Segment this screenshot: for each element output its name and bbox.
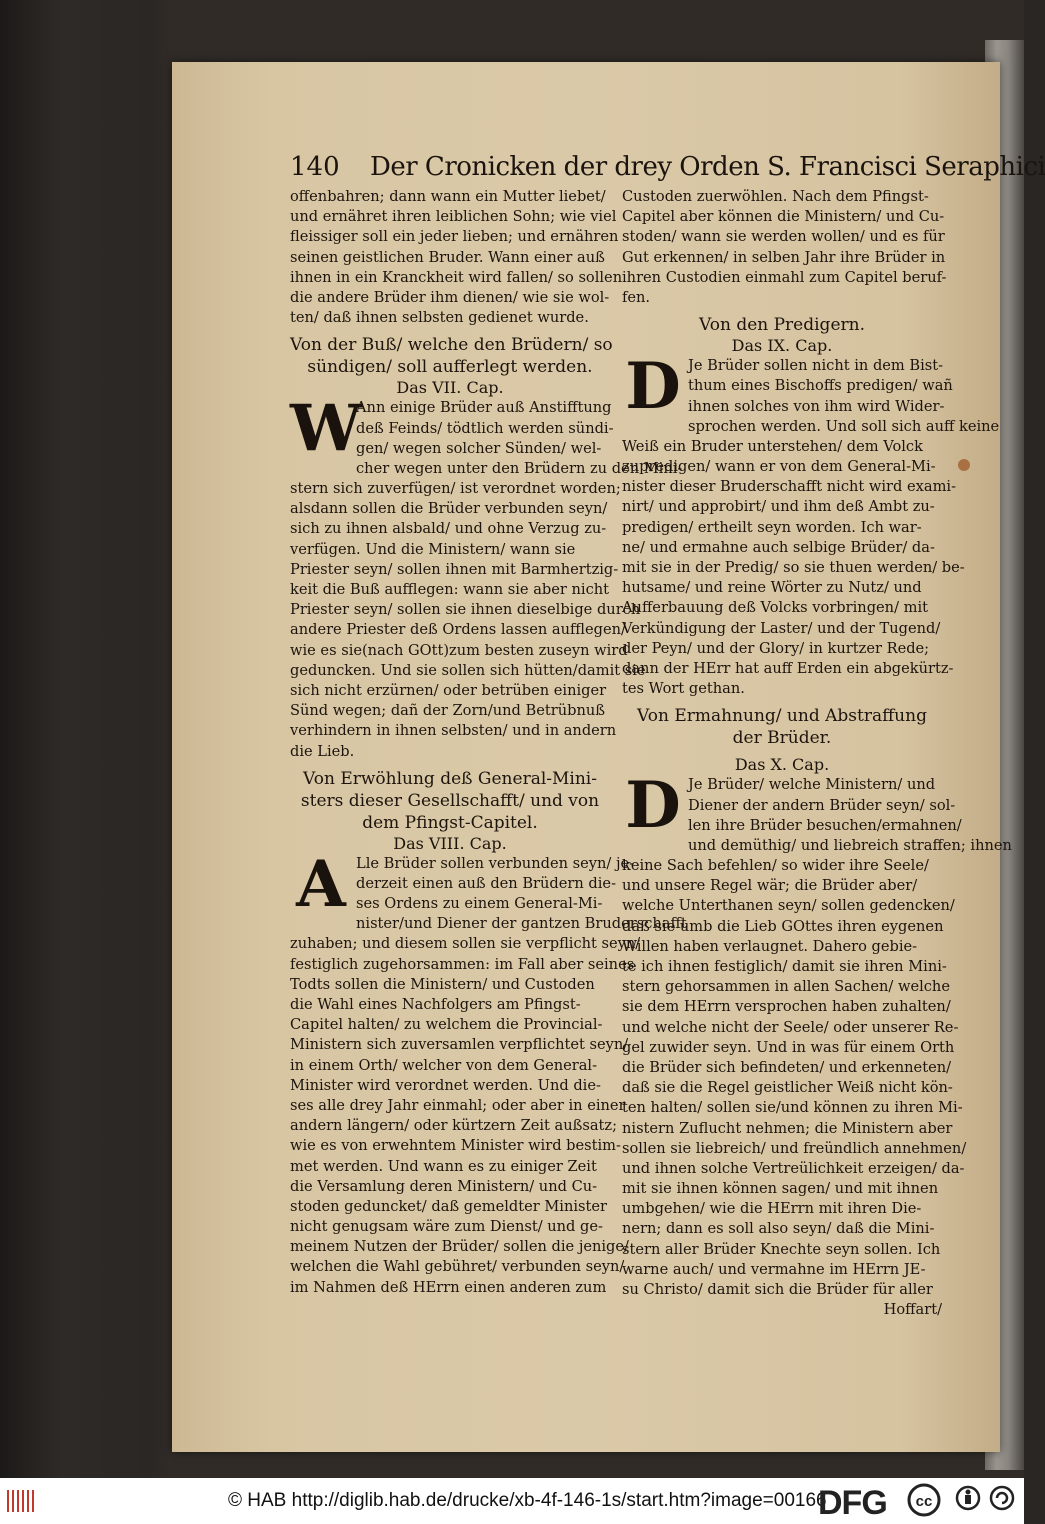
section-heading: Von den Predigern.	[699, 315, 865, 336]
text-line: ses Ordens zu einem General-Mi-	[356, 895, 603, 913]
text-line: gel zuwider seyn. Und in was für einem Orth	[622, 1038, 955, 1056]
text-line: verhindern in ihnen selbsten/ und in andern	[290, 722, 617, 740]
right-column	[622, 187, 1012, 1320]
text-line: Je Brüder sollen nicht in dem Bist-	[688, 357, 944, 375]
text-line: Ministern sich zuversamlen verpflichtet seyn/	[290, 1036, 629, 1054]
text-line: Diener der andern Brüder seyn/ sol-	[688, 796, 956, 814]
text-line: daß sie umb die Lieb GOttes ihren eygenen	[622, 917, 944, 935]
text-line: im Nahmen deß HErrn einen anderen zum	[290, 1278, 607, 1296]
text-line: die Versamlung deren Ministern/ und Cu-	[290, 1177, 598, 1195]
text-line: gen/ wegen solcher Sünden/ wel-	[356, 439, 602, 457]
drop-cap: D	[625, 349, 681, 425]
text-line: und ernähret ihren leiblichen Sohn; wie viel	[290, 208, 617, 226]
text-line: cher wegen unter den Brüdern zu den Mini-	[356, 459, 683, 477]
text-line: geduncken. Und sie sollen sich hütten/damit sie	[290, 661, 646, 679]
text-line: stoden/ wann sie werden wollen/ und es für	[622, 228, 945, 246]
section-heading: Von Erwöhlung deß General-Mini-	[303, 768, 597, 789]
text-line: offenbahren; dann wann ein Mutter liebet/	[290, 188, 606, 205]
text-line: keine Sach befehlen/ so wider ihre Seele/	[622, 857, 929, 875]
text-line: keit die Buß aufflegen: wann sie aber nicht	[290, 581, 610, 598]
text-line: ses alle drey Jahr einmahl; oder aber in einer	[290, 1096, 626, 1114]
dfg-logo: DFG	[818, 1484, 887, 1522]
text-line: fen.	[622, 288, 651, 306]
text-line: wie es von erwehntem Minister wird bestim-	[290, 1137, 621, 1155]
text-line: met werden. Und wann es zu einiger Zeit	[290, 1157, 597, 1175]
text-line: Ann einige Brüder auß Anstifftung	[356, 399, 612, 417]
running-title: Der Cronicken der drey Orden S. Francisci Seraphici	[370, 152, 1045, 182]
section-heading: Von der Buß/ welche den Brüdern/ so	[290, 335, 613, 356]
text-line: daß sie die Regel geistlicher Weiß nicht kön-	[622, 1079, 953, 1097]
text-line: su Christo/ damit sich die Brüder für aller	[622, 1281, 933, 1298]
text-line: Lle Brüder sollen verbunden seyn/ je-	[356, 854, 635, 872]
text-line: ihnen in ein Kranckheit wird fallen/ so sollen	[290, 268, 623, 286]
section-heading: sters dieser Gesellschafft/ und von	[300, 790, 600, 811]
text-line: mit sie ihnen können sagen/ und mit ihnen	[622, 1180, 939, 1198]
section-heading: sündigen/ soll aufferlegt werden.	[307, 357, 593, 378]
text-line: alsdann sollen die Brüder verbunden seyn/	[290, 500, 608, 518]
text-line: die Brüder sich befindeten/ und erkenneten/	[622, 1058, 952, 1076]
page-header	[290, 152, 1045, 188]
source-link[interactable]: © HAB http://diglib.hab.de/drucke/xb-4f-146-1s/start.htm?image=00166	[228, 1490, 827, 1511]
catchword: Hoffart/	[883, 1301, 942, 1319]
text-line: warne auch/ und vermahne im HErrn JE-	[622, 1260, 926, 1278]
chapter-label: Das IX. Cap.	[731, 336, 833, 356]
text-line: welchen die Wahl gebühret/ verbunden seyn/	[290, 1258, 625, 1276]
text-line: wie es sie(nach GOtt)zum besten zuseyn wird	[290, 641, 628, 659]
viewer-footer	[0, 1478, 1024, 1524]
text-line: te ich ihnen festiglich/ damit sie ihren Mini-	[622, 958, 947, 975]
text-line: andern längern/ oder kürtzern Zeit außsatz;	[290, 1117, 618, 1135]
text-line: deß Feinds/ tödtlich werden sündi-	[356, 419, 614, 437]
text-line: Priester seyn/ sollen ihnen mit Barmhertzig-	[290, 560, 619, 578]
chapter-label: Das VII. Cap.	[396, 378, 504, 398]
text-line: Priester seyn/ sollen sie ihnen dieselbige durch	[290, 601, 641, 619]
text-line: Weiß ein Bruder unterstehen/ dem Volck	[622, 437, 923, 455]
drop-cap: W	[290, 391, 362, 467]
text-line: und unsere Regel wär; die Brüder aber/	[622, 877, 918, 895]
text-line: predigen/ ertheilt seyn worden. Ich war-	[622, 518, 922, 536]
text-line: Minister wird verordnet werden. Und die-	[290, 1076, 601, 1094]
text-line: Sünd wegen; dañ der Zorn/und Betrübnuß	[290, 702, 605, 720]
text-line: ihnen solches von ihm wird Wider-	[688, 397, 945, 415]
text-line: zupredigen/ wann er von dem General-Mi-	[622, 458, 936, 476]
text-line: stern aller Brüder Knechte seyn sollen. Ich	[622, 1240, 941, 1258]
drop-cap: A	[296, 846, 346, 922]
section-heading: Von Ermahnung/ und Abstraffung	[637, 706, 927, 727]
text-line: Custoden zuerwöhlen. Nach dem Pfingst-	[622, 188, 929, 205]
text-line: stern gehorsammen in allen Sachen/ welche	[622, 978, 950, 996]
text-line: Capitel halten/ zu welchem die Provincial-	[290, 1016, 603, 1034]
text-line: in einem Orth/ welcher von dem General-	[290, 1056, 598, 1074]
text-line: festiglich zugehorsammen: im Fall aber seines	[290, 955, 635, 973]
text-line: Todts sollen die Ministern/ und Custoden	[290, 975, 595, 993]
text-line: dann der HErr hat auff Erden ein abgekürtz-	[622, 659, 954, 677]
text-line: fleissiger soll ein jeder lieben; und ernähren	[290, 228, 619, 246]
text-line: ne/ und ermahne auch selbige Brüder/ da-	[622, 538, 935, 556]
text-line: ten halten/ sollen sie/und können zu ihren Mi-	[622, 1099, 963, 1117]
text-line: nirt/ und approbirt/ und ihm deß Ambt zu-	[622, 498, 935, 516]
intro-paragraph	[290, 187, 623, 328]
text-line: die Wahl eines Nachfolgers am Pfingst-	[290, 996, 581, 1013]
text-line: sich zu ihnen alsbald/ und ohne Verzug zu-	[290, 520, 607, 538]
text-line: die Lieb.	[290, 742, 355, 760]
drop-cap: D	[625, 768, 681, 844]
text-line: welche Unterthanen seyn/ sollen gedencken/	[622, 897, 955, 915]
text-line: verfügen. Und die Ministern/ wann sie	[290, 540, 576, 558]
text-line: sprochen werden. Und soll sich auff keine	[688, 417, 1000, 435]
text-line: die andere Brüder ihm dienen/ wie sie wol-	[290, 288, 610, 306]
text-line: sie dem HErrn versprochen haben zuhalten/	[622, 998, 951, 1016]
text-line: ihren Custodien einmahl zum Capitel beruf-	[622, 268, 947, 286]
text-line: nistern Zuflucht nehmen; die Ministern aber	[622, 1119, 953, 1137]
text-line: umbgehen/ wie die HErrn mit ihren Die-	[622, 1200, 922, 1218]
chapter-label: Das X. Cap.	[734, 755, 830, 775]
section-heading: dem Pfingst-Capitel.	[362, 812, 538, 833]
text-line: nister/und Diener der gantzen Bruderschafft	[356, 915, 687, 933]
text-line: nicht genugsam wäre zum Dienst/ und ge-	[290, 1218, 603, 1236]
text-line: Je Brüder/ welche Ministern/ und	[688, 776, 936, 794]
text-line: thum eines Bischoffs predigen/ wañ	[688, 377, 953, 395]
text-line: und demüthig/ und liebreich straffen; ihnen	[688, 836, 1012, 854]
section-7	[290, 334, 683, 761]
text-line: len ihre Brüder besuchen/ermahnen/	[688, 816, 962, 834]
text-line: der Peyn/ und der Glory/ in kurtzer Rede;	[622, 639, 930, 657]
text-line: Willen haben verlaugnet. Dahero gebie-	[622, 937, 918, 955]
text-line: Verkündigung der Laster/ und der Tugend/	[622, 619, 941, 637]
text-line: derzeit einen auß den Brüdern die-	[356, 874, 617, 892]
text-line: Aufferbauung deß Volcks vorbringen/ mit	[622, 599, 928, 617]
cc-license-icon[interactable]	[906, 1482, 1022, 1522]
library-logo-icon	[6, 1486, 38, 1516]
text-line: tes Wort gethan.	[622, 680, 745, 698]
svg-text:cc: cc	[915, 1493, 933, 1510]
page-number: 140	[290, 152, 340, 182]
text-line: sich nicht erzürnen/ oder betrüben einiger	[290, 681, 607, 699]
text-line: sollen sie liebreich/ und freündlich annehmen/	[622, 1139, 967, 1157]
text-line: andere Priester deß Ordens lassen aufflegen/	[290, 621, 626, 639]
section-8	[290, 768, 687, 1298]
ink-stain	[958, 459, 970, 471]
section-10	[622, 705, 1012, 1320]
text-line: Capitel aber können die Ministern/ und Cu-	[622, 208, 945, 226]
text-line: und ihnen solche Vertreülichkeit erzeigen/ da-	[622, 1159, 965, 1177]
intro-paragraph	[622, 187, 947, 308]
section-9	[622, 314, 1000, 699]
text-line: hutsame/ und reine Wörter zu Nutz/ und	[622, 579, 922, 597]
text-line: und welche nicht der Seele/ oder unserer Re-	[622, 1018, 959, 1036]
text-line: meinem Nutzen der Brüder/ sollen die jenige/	[290, 1238, 629, 1256]
chapter-label: Das VIII. Cap.	[393, 833, 507, 853]
text-line: mit sie in der Predig/ so sie thuen werden/ be-	[622, 559, 965, 576]
text-line: nern; dann es soll also seyn/ daß die Mini-	[622, 1220, 935, 1238]
text-line: ten/ daß ihnen selbsten gedienet wurde.	[290, 309, 589, 327]
section-heading: der Brüder.	[732, 728, 832, 749]
text-line: stoden geduncket/ daß gemeldter Minister	[290, 1197, 608, 1215]
text-line: zuhaben; und diesem sollen sie verpflicht seyn/	[290, 935, 641, 953]
text-line: Gut erkennen/ in selben Jahr ihre Brüder in	[622, 248, 946, 266]
text-line: stern sich zuverfügen/ ist verordnet worden;	[290, 480, 621, 498]
text-line: nister dieser Bruderschafft nicht wird exami-	[622, 478, 957, 496]
text-line: seinen geistlichen Bruder. Wann einer auß	[290, 248, 605, 266]
